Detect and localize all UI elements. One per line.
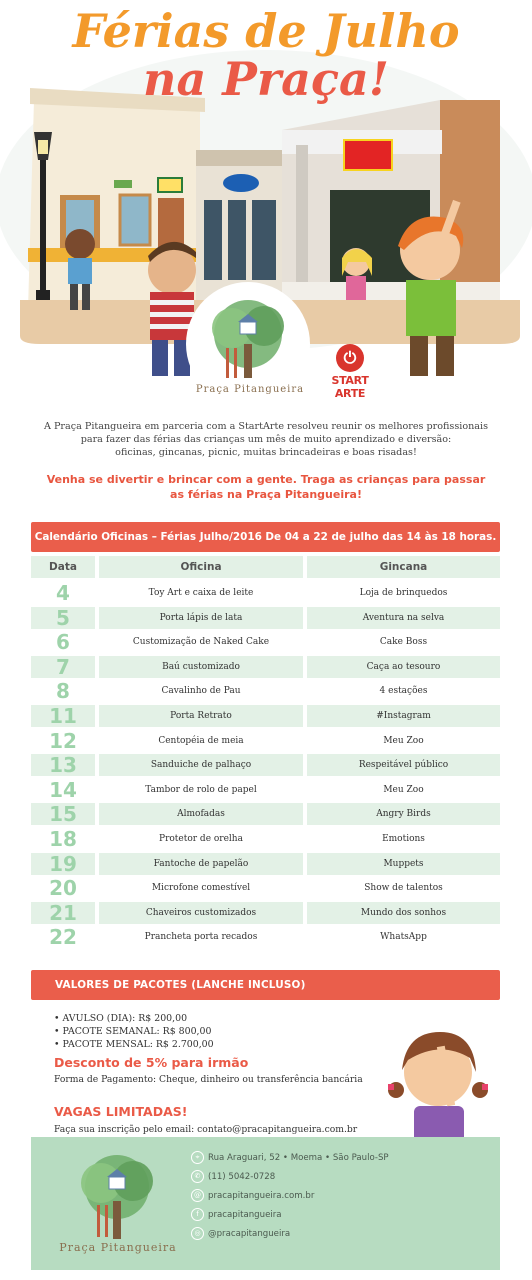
package-item: • AVULSO (DIA): R$ 200,00: [54, 1013, 188, 1024]
schedule-row: [31, 926, 500, 948]
intro-line: A Praça Pitangueira em parceria com a StartArte resolveu reunir os melhores profissionais: [43, 421, 489, 432]
contact-text: (11) 5042-0728: [208, 1172, 276, 1182]
call-to-action: [30, 472, 502, 502]
schedule-gincana: #Instagram: [307, 705, 500, 727]
middle-building: [196, 150, 286, 300]
packages-list: [54, 1012, 214, 1051]
schedule-banner: Calendário Oficinas – Férias Julho/2016 De 04 a 22 de julho das 14 às 18 horas.: [31, 522, 500, 552]
facebook-icon: f: [191, 1208, 204, 1221]
contact-text: Rua Araguari, 52 • Moema • São Paulo-SP: [208, 1153, 389, 1163]
schedule-date: 5: [31, 607, 95, 629]
cta-line: Venha se divertir e brincar com a gente. Traga as crianças para passar: [46, 473, 486, 486]
contact-list: [191, 1151, 389, 1246]
schedule-gincana: Aventura na selva: [307, 607, 500, 629]
schedule-gincana: Show de talentos: [364, 883, 443, 894]
schedule-gincana: Angry Birds: [307, 803, 500, 825]
schedule-row: [31, 631, 500, 653]
schedule-oficina: Porta Retrato: [99, 705, 303, 727]
schedule-gincana: Respeitável público: [307, 754, 500, 776]
footer-logo-name: Praça Pitangueira: [59, 1241, 177, 1254]
cta-line: as férias na Praça Pitangueira!: [170, 488, 362, 501]
schedule-gincana: Loja de brinquedos: [359, 588, 448, 598]
web-icon: @: [191, 1189, 204, 1202]
footer-tree-icon: [67, 1147, 167, 1243]
footer: [31, 1137, 500, 1270]
schedule-row: [31, 680, 500, 702]
instagram-icon: ◎: [191, 1227, 204, 1240]
schedule-row: [31, 582, 500, 604]
contact-address: [191, 1151, 389, 1170]
schedule-oficina: Chaveiros customizados: [99, 902, 303, 924]
signup-email: Faça sua inscrição pelo email: contato@pracapitangueira.com.br: [54, 1124, 358, 1135]
schedule-row: [31, 853, 500, 875]
schedule-oficina: Tambor de rolo de papel: [145, 784, 257, 795]
schedule-oficina: Cavalinho de Pau: [161, 686, 241, 697]
schedule-oficina: Centopéia de meia: [158, 735, 244, 746]
schedule-row: [31, 877, 500, 899]
contact-phone: [191, 1170, 389, 1189]
schedule-date: 8: [56, 679, 70, 704]
intro-line: oficinas, gincanas, picnic, muitas brincadeiras e boas risadas!: [115, 447, 417, 458]
limited-spots: VAGAS LIMITADAS!: [54, 1104, 188, 1119]
schedule-date: 13: [31, 754, 95, 776]
header-oficina: Oficina: [99, 556, 303, 578]
schedule-gincana: Meu Zoo: [383, 735, 424, 746]
schedule-gincana: Emotions: [382, 834, 425, 844]
schedule-gincana: Caça ao tesouro: [307, 656, 500, 678]
schedule-oficina: Customização de Naked Cake: [132, 637, 270, 648]
contact-text[interactable]: pracapitangueira.com.br: [208, 1191, 315, 1201]
schedule-date: 21: [31, 902, 95, 924]
schedule-oficina: Microfone comestível: [151, 883, 251, 894]
schedule-row: [31, 902, 500, 924]
schedule-row: [31, 656, 500, 678]
schedule-date: 6: [56, 630, 70, 655]
phone-icon: ✆: [191, 1170, 204, 1183]
schedule-date: 18: [49, 827, 77, 851]
schedule-oficina: Baú customizado: [99, 656, 303, 678]
packages-banner: VALORES DE PACOTES (LANCHE INCLUSO): [31, 970, 500, 1000]
location-icon: ⌖: [191, 1151, 204, 1164]
schedule-oficina: Prancheta porta recados: [144, 932, 258, 943]
contact-text[interactable]: @pracapitangueira: [208, 1229, 291, 1239]
schedule-date: 22: [49, 925, 77, 950]
schedule-row: [31, 803, 500, 825]
schedule-date: 12: [49, 728, 77, 753]
schedule-date: 15: [31, 803, 95, 825]
hero-illustration: [0, 0, 532, 400]
sibling-discount: Desconto de 5% para irmão: [54, 1055, 249, 1070]
schedule-header-row: [31, 556, 500, 578]
schedule-date: 4: [56, 581, 70, 605]
schedule-oficina: Porta lápis de lata: [99, 607, 303, 629]
schedule-oficina: Toy Art e caixa de leite: [148, 588, 254, 598]
schedule-gincana: Muppets: [307, 853, 500, 875]
schedule-date: 20: [49, 876, 77, 901]
schedule-oficina: Fantoche de papelão: [99, 853, 303, 875]
schedule-gincana: Meu Zoo: [383, 784, 424, 795]
package-item: • PACOTE SEMANAL: R$ 800,00: [54, 1026, 212, 1037]
contact-facebook[interactable]: [191, 1208, 389, 1227]
schedule-oficina: Almofadas: [99, 803, 303, 825]
header-gincana: Gincana: [307, 556, 500, 578]
schedule-row: [31, 730, 500, 752]
hero-title-line1: Férias de Julho: [72, 4, 460, 58]
schedule-gincana: Mundo dos sonhos: [307, 902, 500, 924]
hero-title-line2: na Praça!: [143, 52, 389, 106]
schedule-gincana: Cake Boss: [379, 637, 428, 648]
contact-website[interactable]: [191, 1189, 389, 1208]
schedule-row: [31, 607, 500, 629]
schedule-row: [31, 754, 500, 776]
package-item: • PACOTE MENSAL: R$ 2.700,00: [54, 1039, 214, 1050]
right-building: [282, 100, 500, 305]
power-icon: ⏻: [336, 344, 364, 372]
schedule-date: 14: [49, 777, 77, 802]
header-data: Data: [31, 556, 95, 578]
schedule-oficina: Sanduiche de palhaço: [99, 754, 303, 776]
schedule-gincana: WhatsApp: [380, 932, 427, 943]
schedule-date: 7: [31, 656, 95, 678]
contact-text[interactable]: pracapitangueira: [208, 1210, 282, 1220]
contact-instagram[interactable]: [191, 1227, 389, 1246]
payment-methods: Forma de Pagamento: Cheque, dinheiro ou transferência bancária: [54, 1074, 363, 1085]
praca-pitangueira-logo: [186, 282, 310, 400]
schedule-row: [31, 828, 500, 850]
schedule-row: [31, 779, 500, 801]
start-arte-logo: [316, 344, 384, 400]
schedule-oficina: Protetor de orelha: [159, 834, 243, 844]
schedule-gincana: 4 estações: [379, 686, 428, 697]
intro-paragraph: [30, 420, 502, 459]
intro-line: para fazer das férias das crianças um mês de muito aprendizado e diversão:: [80, 434, 452, 445]
schedule-date: 11: [31, 705, 95, 727]
start-arte-label: START ARTE: [331, 374, 369, 400]
tree-icon: [186, 282, 310, 400]
tree-logo-name: Praça Pitangueira: [195, 384, 305, 395]
schedule-date: 19: [31, 853, 95, 875]
schedule-row: [31, 705, 500, 727]
